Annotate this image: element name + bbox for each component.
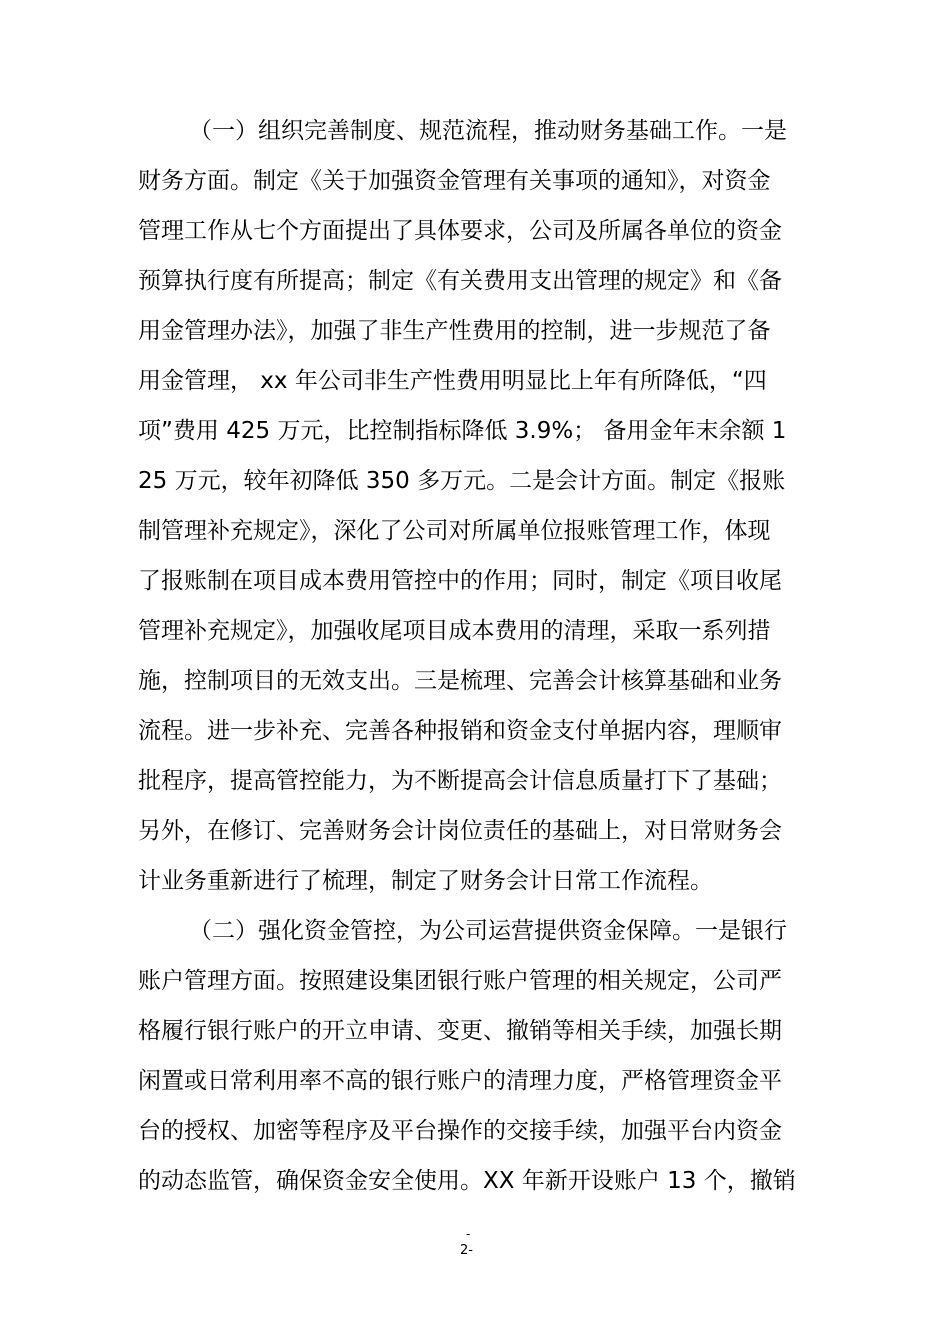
paragraph-1-line-5: 用金管理办法》，加强了非生产性费用的控制，进一步规范了备 xyxy=(138,318,771,344)
paragraph-1-line-8: 25 万元，较年初降低 350 多万元。二是会计方面。制定《报账 xyxy=(138,468,786,494)
footer-mark: - xyxy=(466,1227,471,1241)
paragraph-1-line-16: 计业务重新进行了梳理，制定了财务会计日常工作流程。 xyxy=(138,868,713,894)
paragraph-2-line-1: （二）强化资金管控，为公司运营提供资金保障。一是银行 xyxy=(189,918,787,944)
paragraph-1-line-15: 另外，在修订、完善财务会计岗位责任的基础上，对日常财务会 xyxy=(138,818,782,844)
paragraph-1-line-11: 管理补充规定》，加强收尾项目成本费用的清理，采取一系列措 xyxy=(138,618,771,644)
paragraph-2-line-5: 台的授权、加密等程序及平台操作的交接手续，加强平台内资金 xyxy=(138,1118,782,1144)
paragraph-1-line-7: 项”费用 425 万元，比控制指标降低 3.9%； 备用金年末余额 1 xyxy=(138,418,787,444)
paragraph-1-line-2: 财务方面。制定《关于加强资金管理有关事项的通知》，对资金 xyxy=(138,168,771,194)
paragraph-1-line-12: 施，控制项目的无效支出。三是梳理、完善会计核算基础和业务 xyxy=(138,668,782,694)
paragraph-1-line-4: 预算执行度有所提高；制定《有关费用支出管理的规定》和《备 xyxy=(138,268,782,294)
paragraph-1-line-10: 了报账制在项目成本费用管控中的作用；同时，制定《项目收尾 xyxy=(138,568,782,594)
paragraph-1-line-3: 管理工作从七个方面提出了具体要求，公司及所属各单位的资金 xyxy=(138,218,782,244)
paragraph-2-line-3: 格履行银行账户的开立申请、变更、撤销等相关手续，加强长期 xyxy=(138,1018,782,1044)
page-number: 2- xyxy=(460,1243,473,1258)
paragraph-2-line-2: 账户管理方面。按照建设集团银行账户管理的相关规定，公司严 xyxy=(138,968,782,994)
paragraph-1-line-6: 用金管理， xx 年公司非生产性费用明显比上年有所降低，“四 xyxy=(138,368,767,394)
paragraph-1-line-9: 制管理补充规定》，深化了公司对所属单位报账管理工作，体现 xyxy=(138,518,771,544)
paragraph-2-line-4: 闲置或日常利用率不高的银行账户的清理力度，严格管理资金平 xyxy=(138,1068,782,1094)
paragraph-1-line-1: （一）组织完善制度、规范流程，推动财务基础工作。一是 xyxy=(189,118,787,144)
paragraph-2-line-6: 的动态监管，确保资金安全使用。XX 年新开设账户 13 个，撤销 xyxy=(138,1168,796,1194)
paragraph-1-line-13: 流程。进一步补充、完善各种报销和资金支付单据内容，理顺审 xyxy=(138,718,782,744)
paragraph-1-line-14: 批程序，提高管控能力，为不断提高会计信息质量打下了基础； xyxy=(138,768,782,794)
